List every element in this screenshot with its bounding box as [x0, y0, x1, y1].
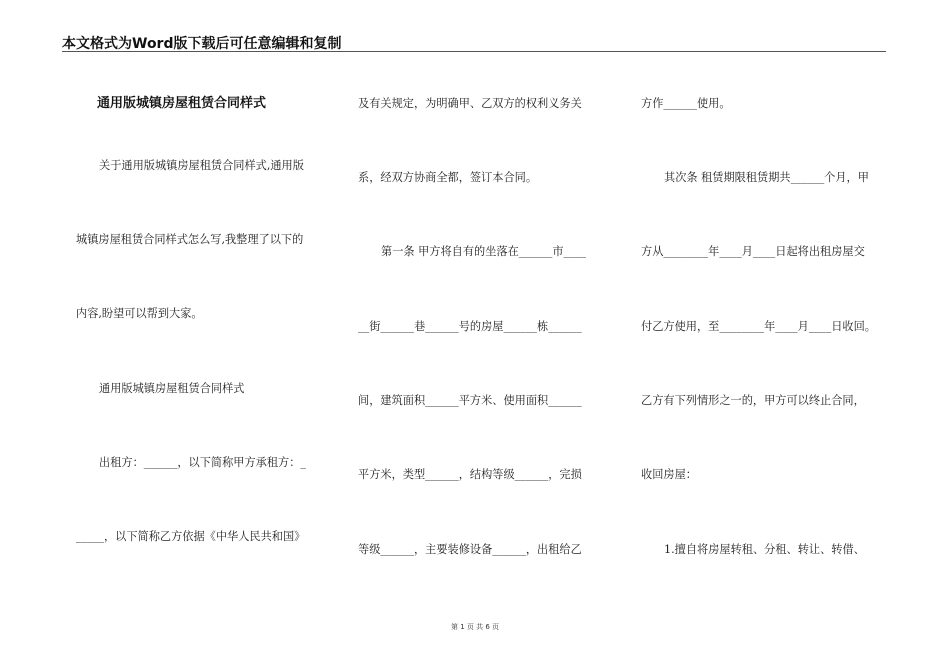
paragraph-line: 付乙方使用，至________年____月____日收回。 — [641, 320, 876, 333]
paragraph-line: 城镇房屋租赁合同样式怎么写,我整理了以下的 — [76, 233, 304, 246]
paragraph-line: 出租方：______，以下简称甲方承租方：_ — [99, 456, 306, 469]
paragraph-line: 等级______，主要装修设备______，出租给乙 — [358, 543, 582, 556]
document-title: 通用版城镇房屋租赁合同样式 — [97, 96, 267, 111]
paragraph-line: 乙方有下列情形之一的，甲方可以终止合同， — [641, 394, 865, 407]
paragraph-line: 通用版城镇房屋租赁合同样式 — [99, 382, 245, 395]
paragraph-line: __街______巷______号的房屋______栋______ — [358, 320, 582, 333]
paragraph-line: _____，以下简称乙方依据《中华人民共和国》 — [76, 530, 306, 543]
paragraph-line: 系，经双方协商全都，签订本合同。 — [358, 171, 538, 184]
paragraph-line: 收回房屋： — [641, 468, 697, 481]
header-text: 本文格式为Word版下载后可任意编辑和复制 — [62, 36, 342, 52]
paragraph-line: 及有关规定，为明确甲、乙双方的权利义务关 — [358, 97, 582, 110]
paragraph-line: 平方米，类型______，结构等级______，完损 — [358, 468, 582, 481]
paragraph-line: 第一条 甲方将自有的坐落在______市____ — [381, 245, 586, 258]
paragraph-line: 方作______使用。 — [641, 97, 731, 110]
paragraph-line: 方从________年____月____日起将出租房屋交 — [641, 245, 865, 258]
paragraph-line: 内容,盼望可以帮到大家。 — [76, 307, 203, 320]
paragraph-line: 其次条 租赁期限租赁期共______个月，甲 — [664, 171, 869, 184]
header-divider — [62, 51, 886, 52]
paragraph-line: 关于通用版城镇房屋租赁合同样式,通用版 — [99, 159, 304, 172]
paragraph-line: 1.擅自将房屋转租、分租、转让、转借、 — [664, 543, 865, 556]
page-number: 第 1 页 共 6 页 — [450, 623, 500, 631]
paragraph-line: 间，建筑面积______平方米、使用面积______ — [358, 394, 582, 407]
